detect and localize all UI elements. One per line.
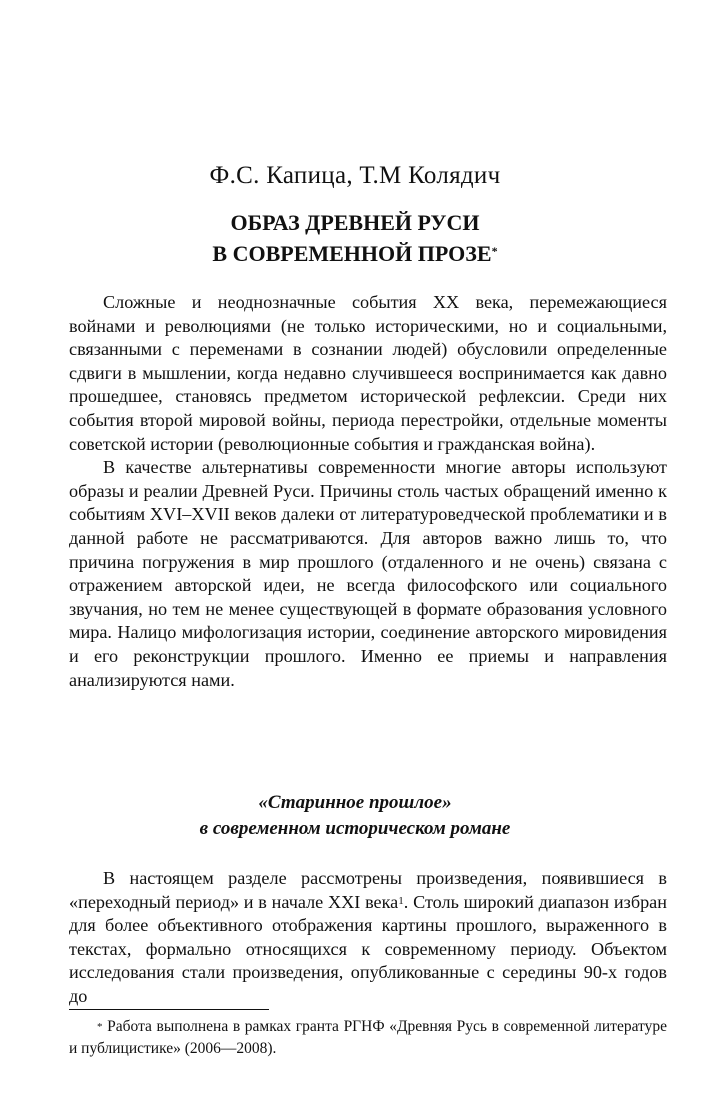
title-line-2-text: В СОВРЕМЕННОЙ ПРОЗЕ <box>212 241 492 266</box>
paragraph-3-part-2: . Столь широкий диапазон избран для более объективного отображения картины прошлого, выраженного в текстах, формально относящихся к современному периоду. Объектом исследования стали произведения, опубликованные с середины 90-х годов до <box>69 891 667 1006</box>
footnote-text: Работа выполнена в рамках гранта РГНФ «Древняя Русь в современной литературе и публицистике» (2006—2008). <box>69 1018 667 1057</box>
section-text <box>69 867 667 1009</box>
paragraph-3 <box>69 867 667 1009</box>
footnote-mark: * <box>97 1021 103 1033</box>
footnote <box>69 1016 667 1060</box>
section-heading-line-2: в современном историческом романе <box>199 818 511 839</box>
paragraph-2: В качестве альтернативы современности многие авторы используют образы и реалии Древней Руси. Причины столь частых обращений именно к событиям XVI–XVII веков далеки от литературоведческой проблематики и в данной работе не рассматриваются. Для авторов важно лишь то, что причина погружения в мир прошлого (отдаленного и не очень) связана с отражением авторской идеи, не всегда философского или социального звучания, но тем не менее существующей в формате образования условного мира. Налицо мифологизация истории, соединение авторского мировидения и его реконструкции прошлого. Именно ее приемы и направления анализируются нами. <box>69 457 667 690</box>
authors-line: Ф.С. Капица, Т.М Колядич <box>209 162 501 189</box>
section-heading-line-1: «Старинное прошлое» <box>258 792 452 813</box>
title-line-2 <box>0 238 710 269</box>
intro-text <box>69 291 667 692</box>
article-title <box>0 207 710 269</box>
paragraph-3-part-1: В настоящем разделе рассмотрены произведения, появившиеся в «переходный период» и в начале XXI века <box>69 868 667 912</box>
title-line-1: ОБРАЗ ДРЕВНЕЙ РУСИ <box>230 210 480 235</box>
footnote-reference-1: 1 <box>398 894 404 907</box>
title-footnote-mark: * <box>491 244 498 258</box>
footnote-divider <box>69 1009 269 1010</box>
paragraph-1: Сложные и неоднозначные события XX века, перемежающиеся войнами и революциями (не только историческими, но и социальными, связанными с переменами в сознании людей) обусловили определенные сдвиги в мышлении, когда недавно случившееся воспринимается как давно прошедшее, становясь предметом исторической рефлексии. Среди них события второй мировой войны, периода перестройки, отдельные моменты советской истории (революционные события и гражданская война). <box>69 292 667 454</box>
